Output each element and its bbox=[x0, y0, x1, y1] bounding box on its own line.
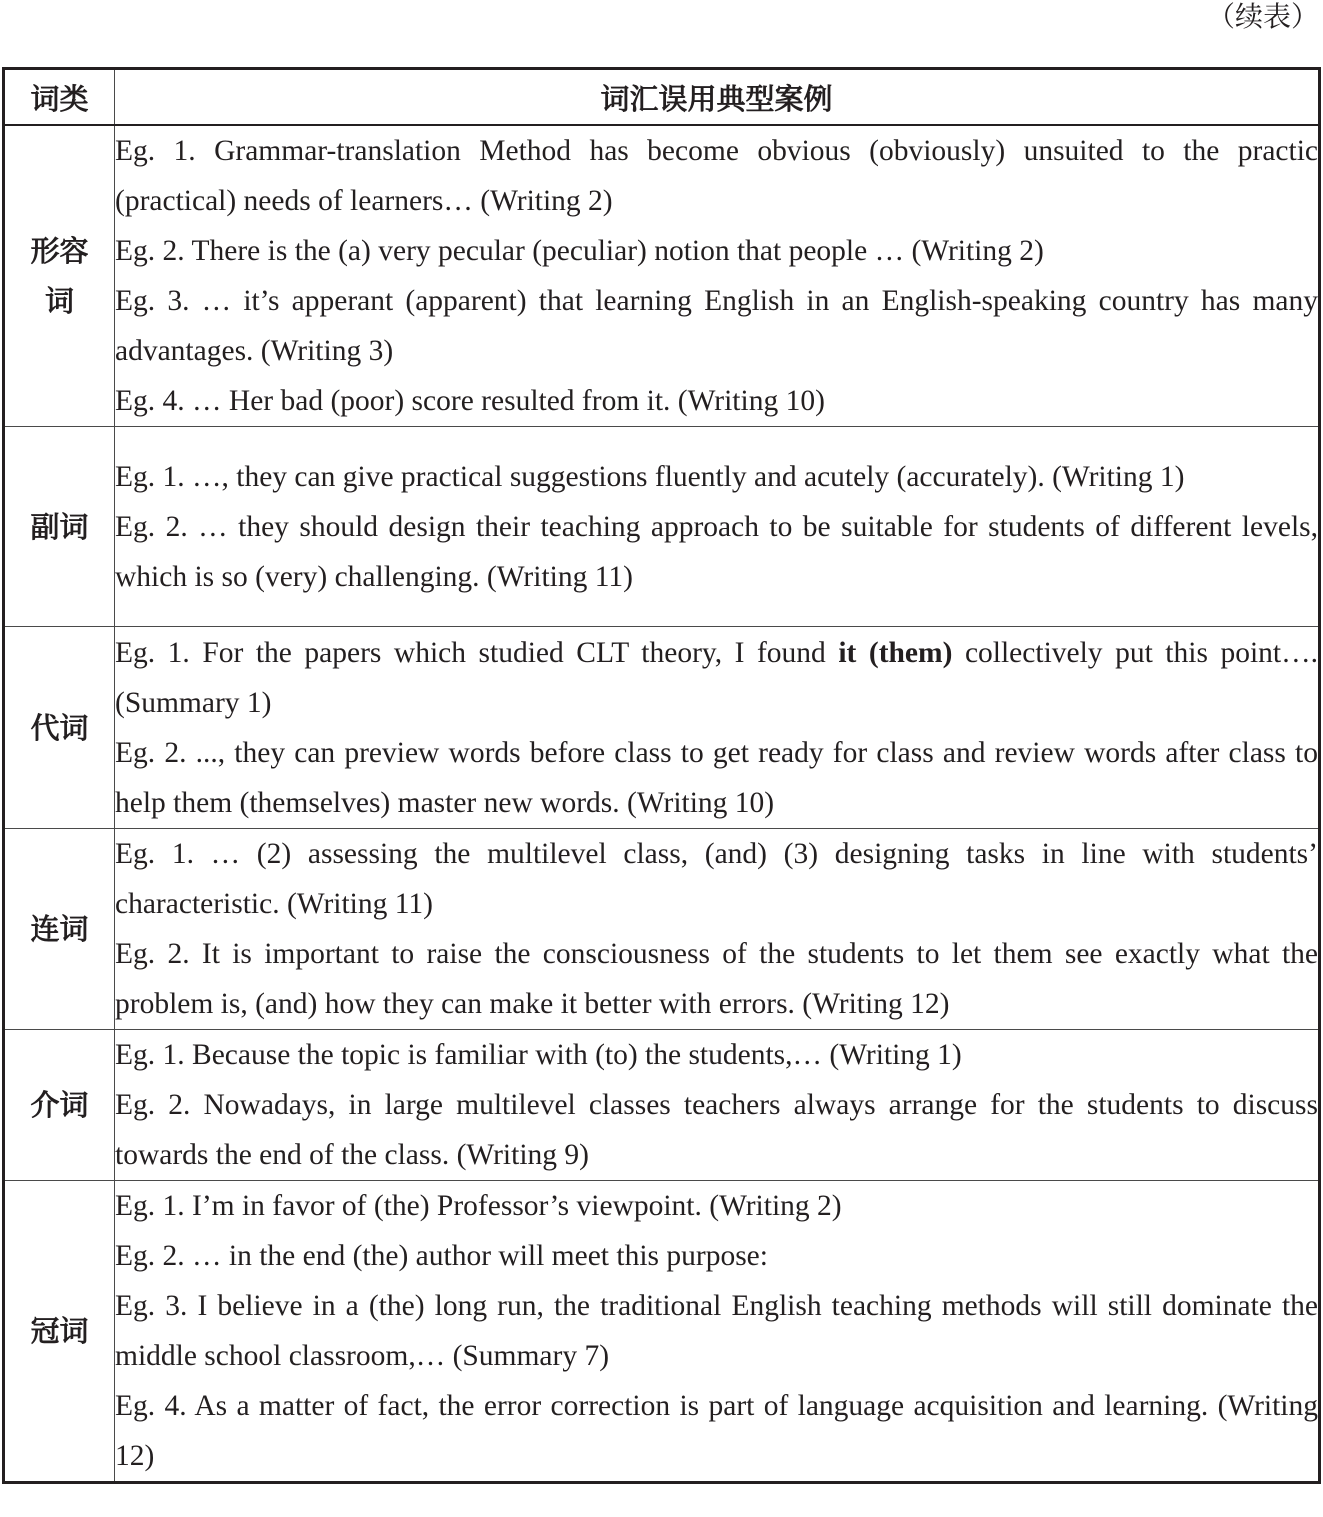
example-item bbox=[115, 628, 1318, 728]
category-label bbox=[30, 234, 88, 318]
example-item: Eg. 1. … (2) assessing the multilevel class, (and) (3) designing tasks in line with students’ characteristic. (Writing 11) bbox=[115, 838, 1318, 920]
examples-cell bbox=[115, 627, 1320, 829]
example-item: Eg. 3. I believe in a (the) long run, the traditional English teaching methods will still dominate the middle school classroom,… (Summary 7) bbox=[115, 1290, 1318, 1372]
table-row-pronoun bbox=[4, 627, 1320, 829]
examples-cell bbox=[115, 829, 1320, 1030]
table-header-row bbox=[4, 69, 1320, 126]
table-row-adverb bbox=[4, 427, 1320, 627]
table-row-article bbox=[4, 1181, 1320, 1483]
table-row-conjunction bbox=[4, 829, 1320, 1030]
example-item: Eg. 1. I’m in favor of (the) Professor’s viewpoint. (Writing 2) bbox=[115, 1190, 842, 1222]
category-cell bbox=[4, 627, 115, 829]
example-text: collectively put this point…. (Summary 1) bbox=[115, 636, 1318, 719]
category-label-line: 形容 bbox=[30, 234, 89, 268]
category-label-line: 词 bbox=[44, 284, 74, 318]
continued-table-label: （续表） bbox=[1206, 2, 1319, 33]
examples-cell bbox=[115, 1030, 1320, 1181]
category-cell bbox=[4, 1181, 115, 1483]
example-item: Eg. 2. There is the (a) very pecular (peculiar) notion that people … (Writing 2) bbox=[115, 235, 1044, 267]
example-item: Eg. 4. As a matter of fact, the error correction is part of language acquisition and learning. (Writing 12) bbox=[115, 1390, 1318, 1472]
table-row-adjective bbox=[4, 125, 1320, 427]
example-item: Eg. 2. ..., they can preview words before class to get ready for class and review words after class to help them (themselves) master new words. (Writing 10) bbox=[115, 736, 1318, 819]
example-item: Eg. 3. … it’s apperant (apparent) that learning English in an English-speaking country has many advantages. (Writing 3) bbox=[115, 285, 1318, 367]
category-cell bbox=[4, 427, 115, 627]
header-examples: 词汇误用典型案例 bbox=[115, 69, 1320, 126]
example-item: Eg. 2. … in the end (the) author will meet this purpose: bbox=[115, 1240, 768, 1272]
example-item: Eg. 1. …, they can give practical suggestions fluently and acutely (accurately). (Writing 1) bbox=[115, 460, 1185, 493]
category-label: 连词 bbox=[30, 912, 89, 946]
category-label: 介词 bbox=[30, 1088, 89, 1122]
example-text: Eg. 1. For the papers which studied CLT theory, I found bbox=[115, 636, 839, 669]
example-item: Eg. 4. … Her bad (poor) score resulted from it. (Writing 10) bbox=[115, 385, 825, 417]
category-cell bbox=[4, 125, 115, 427]
vocabulary-misuse-table bbox=[2, 67, 1321, 1484]
example-item: Eg. 1. Grammar-translation Method has become obvious (obviously) unsuited to the practic (practical) needs of learners… (Writing 2) bbox=[115, 135, 1318, 217]
example-item: Eg. 2. … they should design their teaching approach to be suitable for students of different levels, which is so (very) challenging. (Writing 11) bbox=[115, 510, 1318, 593]
category-cell bbox=[4, 829, 115, 1030]
examples-cell bbox=[115, 1181, 1320, 1483]
example-item: Eg. 2. Nowadays, in large multilevel classes teachers always arrange for the students to discuss towards the end of the class. (Writing 9) bbox=[115, 1089, 1318, 1171]
category-cell bbox=[4, 1030, 115, 1181]
example-bold-correction: it (them) bbox=[838, 636, 953, 669]
header-category: 词类 bbox=[4, 69, 115, 126]
category-label: 副词 bbox=[30, 509, 89, 544]
example-item: Eg. 2. It is important to raise the consciousness of the students to let them see exactly what the problem is, (and) how they can make it better with errors. (Writing 12) bbox=[115, 938, 1318, 1020]
examples-cell bbox=[115, 427, 1320, 627]
table-row-preposition bbox=[4, 1030, 1320, 1181]
category-label: 代词 bbox=[30, 710, 89, 745]
example-item: Eg. 1. Because the topic is familiar with (to) the students,… (Writing 1) bbox=[115, 1039, 962, 1071]
examples-cell bbox=[115, 125, 1320, 427]
category-label: 冠词 bbox=[30, 1314, 89, 1348]
